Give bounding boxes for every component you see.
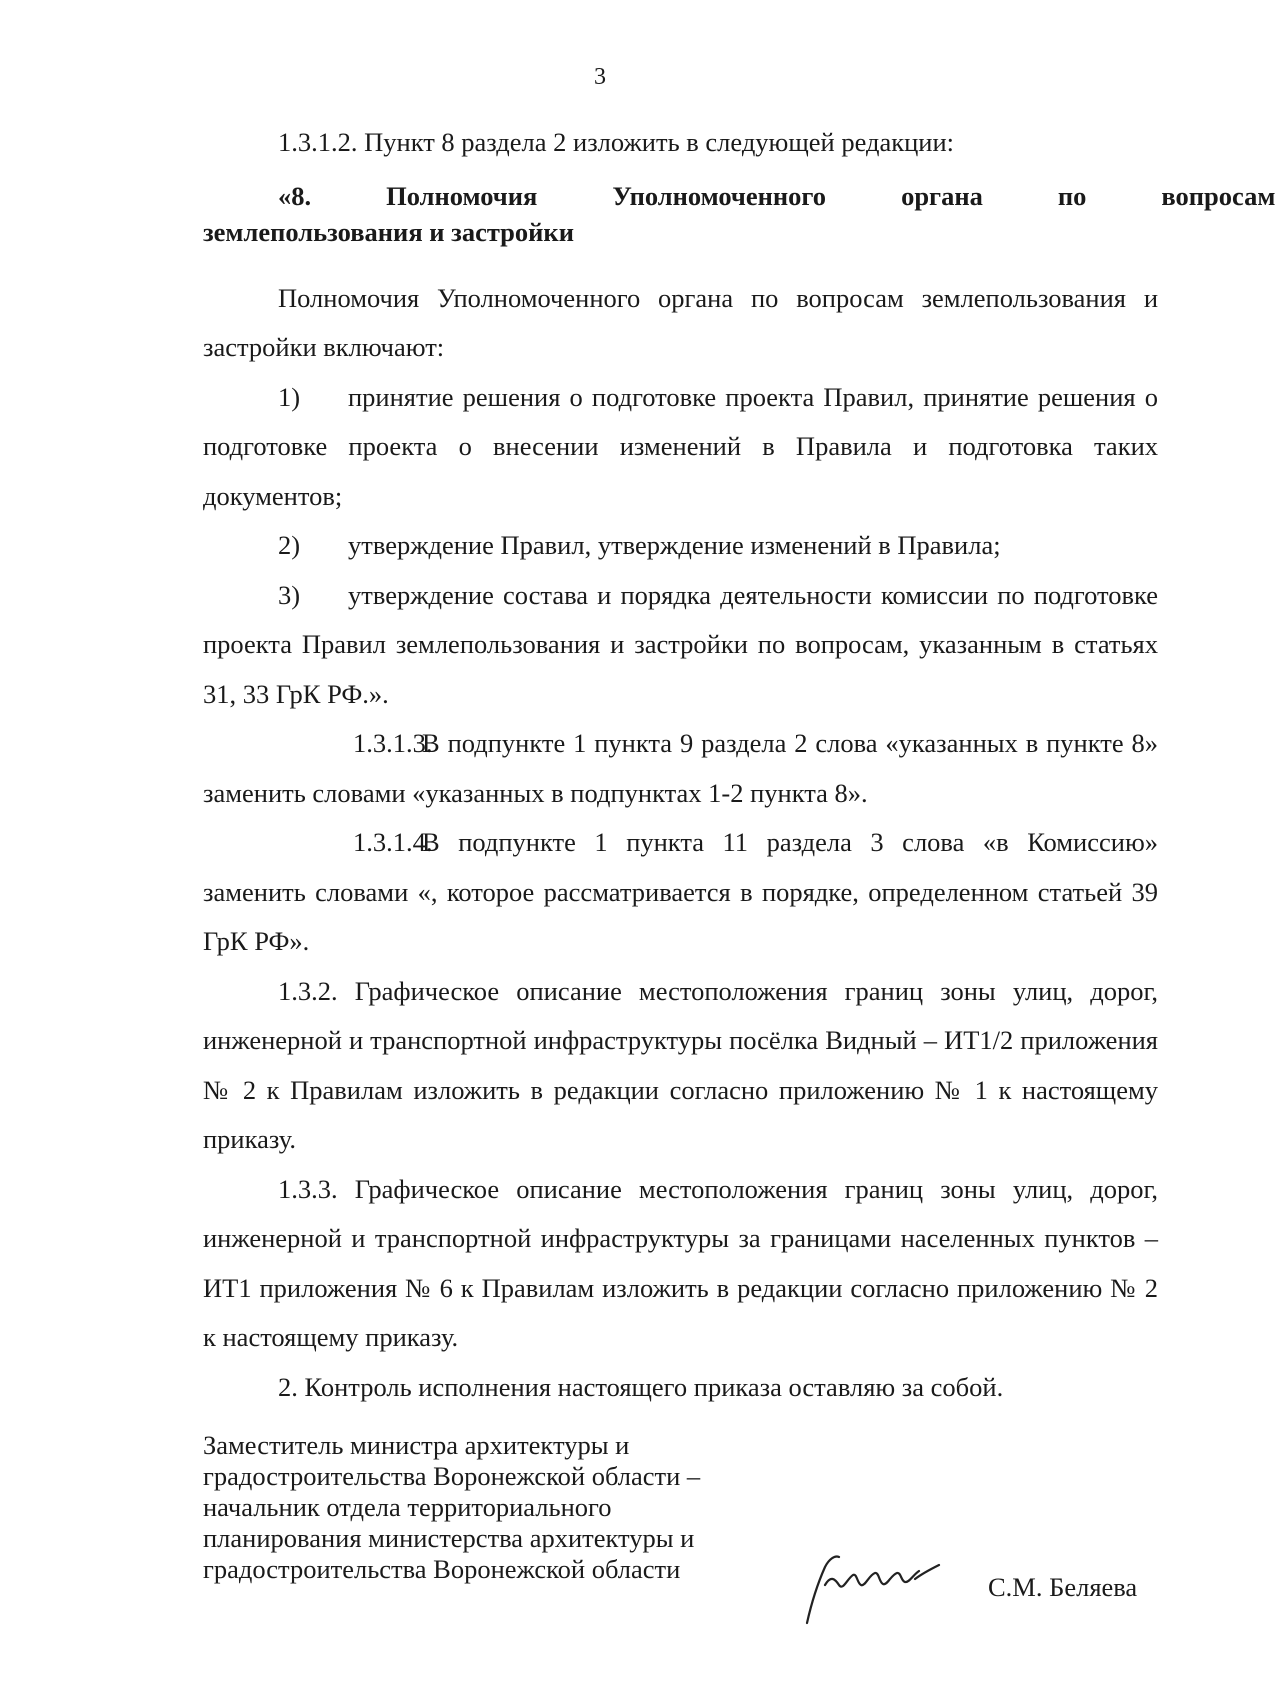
section-title xyxy=(203,178,1275,250)
handwritten-signature xyxy=(795,1545,945,1625)
paragraph-1-3-1-4 xyxy=(203,818,1158,967)
title-word: вопросам xyxy=(1161,180,1275,211)
intro-paragraph: Полномочия Уполномоченного органа по вопросам землепользования и застройки включают: xyxy=(203,282,1158,362)
signatory-name: С.М. Беляева xyxy=(988,1572,1138,1602)
section-title-line-1 xyxy=(203,178,1275,214)
list-item-2 xyxy=(203,521,1158,571)
list-item-3 xyxy=(203,571,1158,720)
title-word: Полномочия xyxy=(386,180,538,211)
paragraph-1-3-2: 1.3.2. Графическое описание местоположения границ зоны улиц, дорог, инженерной и транспортной инфраструктуры посёлка Видный – ИТ1/2 приложения № 2 к Правилам изложить в редакции согласно приложению № 1 к настоящему приказу. xyxy=(203,975,1158,1154)
list-item-number: 2) xyxy=(278,530,301,560)
paragraph-1-3-1-2: 1.3.1.2. Пункт 8 раздела 2 изложить в следующей редакции: xyxy=(278,127,955,157)
list-item-number: 1) xyxy=(278,381,301,412)
paragraph-number: 1.3.1.4. xyxy=(353,827,433,857)
paragraph-text: В подпункте 1 пункта 11 раздела 3 слова «в Комиссию» заменить словами «, которое рассматривается в порядке, определенном статьей 39 ГрК РФ». xyxy=(203,827,1158,956)
list-item-number: 3) xyxy=(278,579,301,610)
page-number: 3 xyxy=(594,64,606,90)
paragraph-2: 2. Контроль исполнения настоящего приказа оставляю за собой. xyxy=(278,1371,1004,1402)
paragraph-1-3-3: 1.3.3. Графическое описание местоположения границ зоны улиц, дорог, инженерной и транспортной инфраструктуры за границами населенных пунктов – ИТ1 приложения № 6 к Правилам изложить в редакции согласно приложению № 2 к настоящему приказу. xyxy=(203,1173,1158,1352)
list-item-text: утверждение состава и порядка деятельности комиссии по подготовке проекта Правил землепользования и застройки по вопросам, указанным в статьях 31, 33 ГрК РФ.». xyxy=(203,579,1158,709)
title-word: Уполномоченного xyxy=(612,180,827,211)
title-word: по xyxy=(1057,180,1087,211)
signatory-line: градостроительства Воронежской области – xyxy=(203,1461,701,1491)
document-body xyxy=(203,118,1275,1412)
signatory-line: Заместитель министра архитектуры и xyxy=(203,1430,630,1460)
title-word: «8. xyxy=(278,180,312,211)
paragraph-text: В подпункте 1 пункта 9 раздела 2 слова «указанных в пункте 8» заменить словами «указанных в подпунктах 1-2 пункта 8». xyxy=(203,728,1158,808)
paragraph-number: 1.3.1.3. xyxy=(353,728,433,758)
signatory-block xyxy=(203,1430,700,1585)
signatory-line: планирования министерства архитектуры и xyxy=(203,1523,695,1553)
list-item-text: принятие решения о подготовке проекта Правил, принятие решения о подготовке проекта о внесении изменений в Правила и подготовка таких документов; xyxy=(203,381,1158,511)
section-title-line-2: землепользования и застройки xyxy=(203,216,574,247)
paragraph-1-3-1-3 xyxy=(203,719,1158,818)
list-item-1 xyxy=(203,373,1158,522)
list-item-text: утверждение Правил, утверждение изменений в Правила; xyxy=(348,530,1001,560)
signatory-line: градостроительства Воронежской области xyxy=(203,1554,681,1584)
title-word: органа xyxy=(901,180,983,211)
signatory-line: начальник отдела территориального xyxy=(203,1492,612,1522)
